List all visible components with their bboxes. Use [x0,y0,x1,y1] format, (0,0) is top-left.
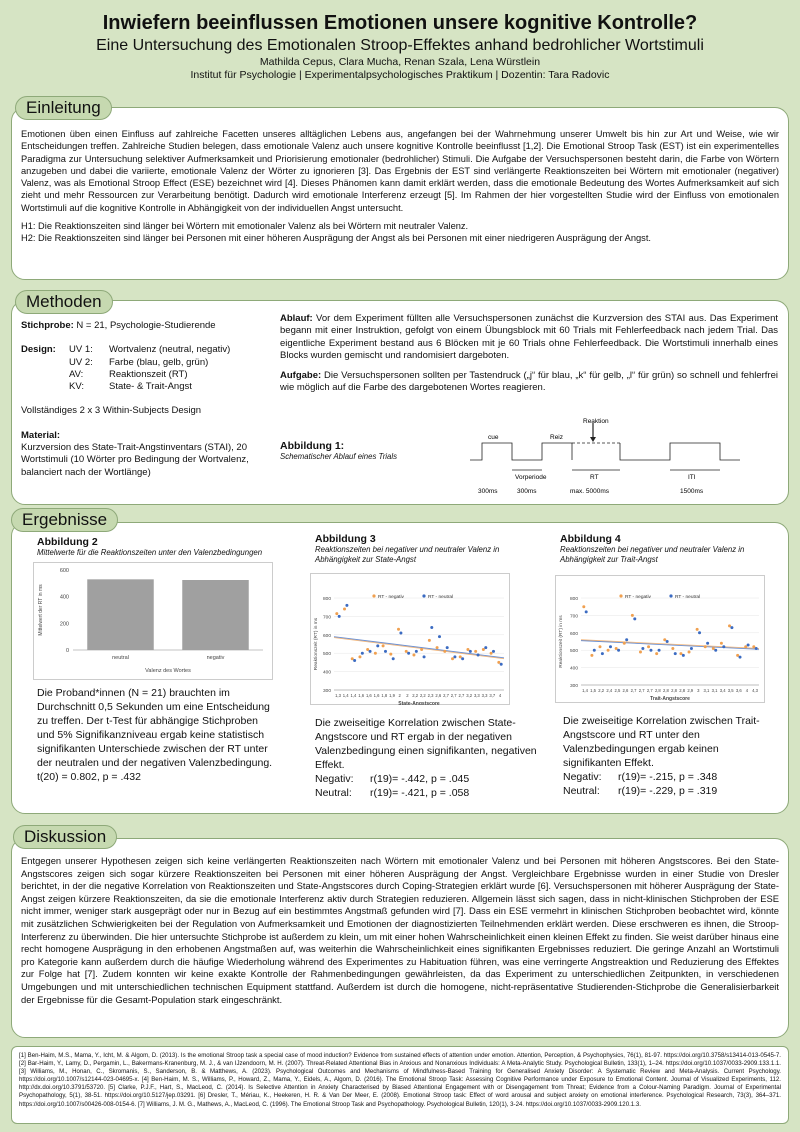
x-tick-label: 2 [406,693,409,698]
x-tick-label: 3,1 [711,688,718,693]
point-neutral [609,645,612,648]
x-axis-label: State-Angstscore [398,701,440,705]
reference-item: [1] Ben-Haim, M.S., Mama, Y., Icht, M. & Algom, D. (2013). Is the emotional Stroop task a special case of mood induction? Evidence from sustained effects of attention under emotion. Attention, Perception, & Psychophysics, 76(1), 81-97. https://doi.org/10.3758/s13414-013-0545-7. [19,1052,781,1059]
x-tick-label: 3,1 [703,688,710,693]
point-negativ [358,655,361,658]
x-tick-label: 2,2 [598,688,605,693]
fig4-text [563,714,778,798]
point-neutral [477,654,480,657]
y-tick-label: 600 [569,631,578,637]
point-neutral [430,626,433,629]
point-neutral [361,652,364,655]
point-negativ [598,645,601,648]
point-negativ [590,654,593,657]
point-neutral [739,656,742,659]
y-tick-label: 200 [59,621,69,628]
point-negativ [343,608,346,611]
x-tick-label: 3,6 [735,688,742,693]
point-neutral [730,626,733,629]
y-tick-label: 600 [322,633,331,639]
poster-subtitle: Eine Untersuchung des Emotionalen Stroop-Effektes anhand bedrohlicher Wortstimuli [96,37,704,54]
legend-marker [669,594,672,597]
design-key: AV: [69,368,84,380]
x-tick-label: 2,7 [638,688,645,693]
x-tick-label: 2,7 [630,688,637,693]
x-tick-label: 2 [398,693,401,698]
point-neutral [698,631,701,634]
authors [0,56,800,82]
x-tick-label: 1,6 [358,693,365,698]
x-tick-label: 2,2 [419,693,426,698]
design-summary: Vollständiges 2 x 3 Within-Subjects Design [21,405,202,417]
legend-label: RT - neutral [428,595,454,600]
bar-neutral [87,579,154,650]
x-tick-label: 2,7 [450,693,457,698]
reaction-arrowhead [590,437,596,442]
x-tick-label: 2,2 [412,693,419,698]
point-negativ [744,645,747,648]
author-names: Mathilda Cepus, Clara Mucha, Renan Szala, Lena Würstlein [259,56,541,68]
reference-item: [5] Clarke, P.J.F., Hart, S., MacLeod, C. (2014). Is Selective Attention in Anxiety Characterised by Biased Attentional Engagement with or Disengagement from Threat; Evidence from a Colour-Naming Paradigm. Journal of Experimental Psychopathology, 5(1), 38-51. https://doi.org/10.5127/jep.03291. [19,1084,781,1100]
point-neutral [438,635,441,638]
label-t4: 1500ms [680,488,704,495]
timeline-cue-pulse [470,443,572,460]
aufgabe-text: Die Versuchspersonen sollten per Tastendruck („j“ für blau, „k“ für gelb, „l“ für grün) so schnell und fehlerfrei wie möglich auf die Farbe des dargebotenen Wortes reagieren. [280,370,778,394]
x-tick-label: 2,4 [606,688,613,693]
y-tick-label: 400 [322,670,331,676]
x-tick-label: neutral [112,655,129,661]
reference-item: [6] Dresler, T., Mériau, K., Heekeren, H. R. & Van Der Meer, E. (2008). Emotional Stroop task: Effect of word arousal and subject anxiety on emotional interference. Psychological Research, 73(3), 364–371. https://doi.org/10.1007/s00426-008-0154-6. [19,1092,781,1108]
institute-line: Institut für Psychologie | Experimentalpsychologisches Praktikum | Dozentin: Tara Radovic [190,69,610,81]
material-label: Material: [21,429,61,441]
point-negativ [720,642,723,645]
fig4-title: Abbildung 4 [560,533,621,545]
methoden-right [280,313,778,395]
point-negativ [382,644,385,647]
point-neutral [722,645,725,648]
point-neutral [593,649,596,652]
point-neutral [500,663,503,666]
x-tick-label: 3,3 [473,693,480,698]
design-value: State- & Trait-Angst [109,381,192,393]
methoden-left [21,320,271,479]
point-neutral [407,652,410,655]
point-negativ [752,645,755,648]
reference-item: [4] Ben-Haim, M. S., Williams, P., Howard, Z., Mama, Y., Eidels, A., Algom, D. (2016). The Emotional Stroop Task: Assessing Cognitive Performance under Exposure to Emotional Content. Journal of Visualized Experiments, 112. http://dx.doi.org/10.3791/53720. [19,1076,781,1092]
x-tick-label: 4 [745,688,749,693]
x-tick-label: 1,6 [365,693,372,698]
point-negativ [420,648,423,651]
point-negativ [704,645,707,648]
einleitung-text [21,128,779,245]
trial-timeline-diagram [470,415,770,500]
x-tick-label: 2,3 [427,693,434,698]
point-neutral [706,642,709,645]
references [19,1052,781,1109]
point-negativ [736,654,739,657]
y-tick-label: 300 [569,684,578,689]
bar-negativ [182,580,249,650]
hypothesis-1: H1: Die Reaktionszeiten sind länger bei Wörtern mit emotionaler Valenz als bei Wörtern mit neutraler Valenz. [21,221,469,232]
x-tick-label: 1,4 [582,688,588,693]
design-value: Reaktionszeit (RT) [109,368,188,380]
point-neutral [345,604,348,607]
design-label: Design: [21,344,56,356]
fig3-caption: Reaktionszeiten bei negativer und neutraler Valenz in Abhängigkeit zur State-Angst [315,545,500,564]
fig3-stat2-label: Neutral: [315,787,352,799]
x-tick-label: 3,3 [481,693,488,698]
scatter-trait-angst [555,575,765,703]
point-neutral [399,631,402,634]
fig3-description: Die zweiseitige Korrelation zwischen State-Angstscore und RT ergab in der negativen Valenzbedingung einen signifikanten, negativen Effekt. [315,717,537,771]
point-negativ [351,657,354,660]
x-tick-label: 2,7 [458,693,465,698]
point-neutral [601,652,604,655]
point-neutral [376,644,379,647]
x-tick-label: 2,8 [679,688,686,693]
reference-item: [7] Williams, J. M. G., Mathews, A., MacLeod, C. (1996). The Emotional Stroop Task and Psychopathology. Psychological Bulletin, 120(1), 3-24. https://doi.org/10.1037/0033-2909.120.1.3. [137,1100,641,1108]
x-axis-label: Trait-Angstscore [650,696,690,702]
point-neutral [649,649,652,652]
point-negativ [451,657,454,660]
x-tick-label: 1,6 [373,693,380,698]
fig4-stat1-label: Negativ: [563,771,602,783]
point-neutral [617,649,620,652]
point-negativ [623,642,626,645]
point-neutral [461,657,464,660]
point-neutral [492,650,495,653]
point-neutral [484,646,487,649]
fig2-text: Die Proband*innen (N = 21) brauchten im Durchschnitt 0,5 Sekunden um eine Entscheidung zu treffen. Der t-Test für abhängige Stichproben und 5% Signifikanzniveau ergab keine statistisch signifikanten Unterschiede zwischen der RT unter der neutralen und der negativen Valenzbedingung. t(20) = 0.802, p = .432 [37,687,273,783]
point-neutral [415,650,418,653]
point-negativ [428,639,431,642]
x-tick-label: 4,3 [752,688,758,693]
point-neutral [747,643,750,646]
point-negativ [671,647,674,650]
point-negativ [405,650,408,653]
point-negativ [631,614,634,617]
point-negativ [679,652,682,655]
fig4-header [560,533,780,565]
y-tick-label: 500 [569,649,578,655]
point-negativ [474,650,477,653]
label-t2: 300ms [517,488,537,495]
design-key: KV: [69,381,84,393]
ablauf-label: Ablauf: [280,313,313,324]
label-iti: ITI [688,474,696,481]
label-t3: max. 5000ms [570,488,610,495]
fig4-stat2: r(19)= -.229, p = .319 [618,785,718,797]
methoden-heading: Methoden [15,290,113,314]
label-reaktion: Reaktion [583,418,609,425]
point-negativ [397,628,400,631]
legend-marker [372,594,375,597]
label-t1: 300ms [478,488,498,495]
hypothesis-2: H2: Die Reaktionszeiten sind länger bei Personen mit einer höheren Ausprägung der Angst als bei Personen mit einer niedrigeren Ausprägung der Angst. [21,233,651,244]
y-tick-label: 400 [59,594,69,601]
x-tick-label: 1,5 [590,688,597,693]
x-tick-label: 3,2 [466,693,473,698]
einleitung-heading: Einleitung [15,96,112,120]
point-negativ [443,650,446,653]
point-neutral [690,647,693,650]
einleitung-paragraph: Emotionen üben einen Einfluss auf zahlreiche Facetten unseres alltäglichen Lebens aus, angefangen bei der Wahrnehmung unserer Umwelt bis hin zur Art und Weise, wie wir Entscheidungen treffen. Zahlreiche Studien belegen, dass emotionale Valenz auch unsere kognitive Kontrolle beeinflusst [1,2]. Die Emotional Stroop Task (EST) ist ein experimentelles Paradigma zur Untersuchung selektiver Aufmerksamkeit und Priorisierung emotionaler (bedrohlicher) Stimuli. Die Aufgabe der Versuchspersonen besteht darin, die Farbe von Wörtern anzugeben und dabei die variierte, emotionale Valenz der Wörter zu ignorieren [3]. Das Ergebnis der EST sind verlängerte Reaktionszeiten bei Wörtern mit emotionaler (negativer) Valenz, was als Emotional Stroop Effect (ESE) bezeichnet wird [4]. Dieses Phänomen kann damit erklärt werden, dass die emotionale Bedeutung des Wortes Aufmerksamkeit auf sich zieht und mehr Ressourcen zur Verarbeitung benötigt. Dadurch wird emotionale Interferenz erzeugt [5]. Im Rahmen der hier vorgestellten Studie wird der Einfluss von emotionalen Wortstimuli auf die kognitive Kontrolle in Abhängigkeit von der individuellen Angst untersucht. [21,129,779,213]
y-tick-label: 300 [322,689,331,694]
x-tick-label: 4 [498,693,502,698]
x-tick-label: 2,8 [671,688,677,693]
legend-marker [422,594,425,597]
ablauf-text: Vor dem Experiment füllten alle Versuchspersonen zunächst die Kurzversion des STAI aus. Das Experiment begann mit einer Instruktion, gefolgt von einem Übungsblock mit 60 Trials mit Fehlerfeedback nach jedem Trial. Das eigentliche Experiment bestand aus 6 Blöcken mit je 60 Trials ohne Fehlerfeedback. Die Wortstimuli innerhalb eines Blocks wurden gemischt und randomisiert dargeboten. [280,313,779,361]
point-negativ [688,650,691,653]
point-neutral [338,615,341,618]
label-vorperiode: Vorperiode [515,474,547,481]
y-tick-label: 800 [322,597,331,602]
point-negativ [655,652,658,655]
point-neutral [658,649,661,652]
scatter-state-angst [310,573,510,705]
point-negativ [497,661,500,664]
x-tick-label: negativ [206,655,225,661]
x-tick-label: 1,8 [381,693,388,698]
point-neutral [469,650,472,653]
point-negativ [412,654,415,657]
fig3-title: Abbildung 3 [315,533,376,545]
point-neutral [392,657,395,660]
point-neutral [674,652,677,655]
fig2-caption: Mittelwerte für die Reaktionszeiten unter den Valenzbedingungen [37,548,263,557]
design-key: UV 1: [69,344,93,356]
point-negativ [366,648,369,651]
point-neutral [353,659,356,662]
point-neutral [453,655,456,658]
point-negativ [647,645,650,648]
fig3-stat1: r(19)= -.442, p = .045 [370,773,470,785]
poster-title: Inwiefern beeinflussen Emotionen unsere kognitive Kontrolle? [102,12,698,34]
x-tick-label: 2,6 [435,693,442,698]
point-neutral [446,646,449,649]
label-reiz: Reiz [550,434,564,441]
point-neutral [585,610,588,613]
x-tick-label: 2,5 [614,688,621,693]
x-tick-label: 3,4 [719,688,726,693]
point-negativ [728,624,731,627]
bar-chart-rt-valenz [33,562,273,680]
legend-label: RT - negativ [378,595,404,600]
x-axis-label: Valenz des Wortes [145,668,191,674]
diskussion-heading: Diskussion [13,825,117,849]
point-negativ [696,628,699,631]
point-neutral [755,647,758,650]
point-negativ [436,646,439,649]
design-value: Wortvalenz (neutral, negativ) [109,344,231,356]
timeline-iti-pulse [620,443,740,460]
reference-item: [3] Williams, M., Honan, C., Skromanis, S., Sanderson, B. & Matthews, A. (2023). Psychological Outcomes and Mechanisms of Mindfulness-Based Training for Generalised Anxiety Disorder: A Systematic Review and Meta-Analysis. Current Psychology. https://doi.org/10.1007/s12144-023-04695-x. [19,1068,781,1084]
y-tick-label: 600 [59,568,69,574]
fig2-header [37,536,297,558]
fig3-text [315,716,545,800]
point-neutral [633,617,636,620]
label-rt: RT [590,474,599,481]
y-tick-label: 700 [322,615,331,621]
x-tick-label: 3,5 [727,688,734,693]
y-tick-label: 800 [569,597,578,602]
aufgabe-label: Aufgabe: [280,370,322,382]
point-neutral [423,655,426,658]
point-negativ [374,652,377,655]
design-value: Farbe (blau, gelb, grün) [109,356,209,368]
x-tick-label: 3,7 [489,693,496,698]
x-tick-label: 2,6 [622,688,629,693]
label-cue: cue [488,434,499,441]
point-negativ [582,605,585,608]
design-key: UV 2: [69,356,93,368]
y-axis-label: Reaktionszeit (RT) in ms [559,615,564,668]
material-text: Kurzversion des State-Trait-Angstinventars (STAI), 20 Wortstimuli (10 Wörter pro Bedingung der Wortvalenz, balanciert nach der Wortlänge) [21,442,249,478]
fig3-stat2: r(19)= -.421, p = .058 [370,787,470,799]
ergebnisse-heading: Ergebnisse [11,508,118,532]
point-neutral [714,649,717,652]
legend-label: RT - negativ [625,595,651,600]
fig1-caption-block [280,440,450,462]
legend-label: RT - neutral [675,595,701,600]
point-neutral [369,650,372,653]
point-neutral [384,650,387,653]
point-neutral [625,638,628,641]
point-negativ [482,648,485,651]
x-tick-label: 2,9 [687,688,694,693]
fig2-title: Abbildung 2 [37,536,98,548]
trend-line-negativ [581,640,759,649]
trend-line-neutral [581,641,759,650]
point-negativ [335,612,338,615]
point-neutral [641,647,644,650]
point-negativ [459,655,462,658]
fig4-description: Die zweiseitige Korrelation zwischen Trait-Angstscore und RT unter den Valenzbedingungen ergab keinen signifikanten Effekt. [563,715,760,769]
point-negativ [490,652,493,655]
y-axis-label: Reaktionszeit (RT) in ms [314,617,319,671]
fig1-title: Abbildung 1: [280,440,345,452]
stichprobe-text: N = 21, Psychologie-Studierende [76,320,216,331]
x-tick-label: 2,8 [663,688,669,693]
point-negativ [466,648,469,651]
x-tick-label: 3 [697,688,700,693]
reference-item: [2] Bar-Haim, Y., Lamy, D., Pergamin, L., Bakermans-Kranenburg, M. J., & van IJzendoorn, M. H. (2007). Threat-Related Attentional Bias in Anxious and Nonanxious Individuals: A Meta-Analytic Study. Psychological Bulletin, 133(1), 1–24. https://doi.org/10.1037/0033-2909.133.1.1. [19,1060,781,1068]
fig4-caption: Reaktionszeiten bei negativer und neutraler Valenz in Abhängigkeit zur Trait-Angst [560,545,745,564]
x-tick-label: 1,9 [389,693,395,698]
point-negativ [712,647,715,650]
point-neutral [682,654,685,657]
fig4-stat1: r(19)= -.215, p = .348 [618,771,718,783]
x-tick-label: 2,8 [654,688,661,693]
y-tick-label: 700 [569,614,578,620]
fig3-header [315,533,545,565]
point-negativ [389,653,392,656]
point-negativ [615,647,618,650]
point-negativ [607,649,610,652]
stichprobe-label: Stichprobe: [21,320,74,331]
point-negativ [663,638,666,641]
fig4-stat2-label: Neutral: [563,785,600,797]
x-tick-label: 1,3 [335,693,341,698]
y-tick-label: 400 [569,666,578,672]
y-tick-label: 0 [65,648,69,654]
point-negativ [639,650,642,653]
y-axis-label: Mittelwert der RT in ms [38,584,44,636]
x-tick-label: 2,7 [646,688,653,693]
diskussion-text: Entgegen unserer Hypothesen zeigen sich keine verlängerten Reaktionszeiten nach Wörtern mit emotionaler Valenz und bei Personen mit höheren Angstscores. Bei den State-Angstscores zeigen sich sogar kürzere Reaktionszeiten bei Personen mit einer höheren Ausprägung der Angst. Vergleichbare Ergebnisse wurden in einer Studie von Dresler berichtet, in der die negative Korrelation von Reaktionszeiten und State-Angstscores durch Coping-Strategien erklärt wurde [6]. Versuchspersonen mit höherer Ausprägung der State-Angst zeigen kürzere Reaktionszeiten, da sie die emotionale Interferenz aktiv durch Strategien reduzieren. Allgemein lässt sich sagen, dass in nicht-klinischen Stichproben der ESE nicht immer, weniger stark ausgeprägt oder nur in Bezug auf ein bestimmtes Angstmaß gefunden wird [7]. Dass ein ESE vermehrt in klinischen Stichproben beobachtet wird, könnte mit zusätzlichen Schwierigkeiten bei der Regulation von Aufmerksamkeit und Emotionen der diagnostizierten Teilnehmenden erklärt werden. Diese erschweren es ihnen, die Stroop-Interferenz zu überwinden. Die hier untersuchte Stichprobe ist außerdem zu klein, um mit einer hohen Wahrscheinlichkeit einen kleinen Effekt zu finden. Sie weist darüber hinaus eine recht homogene Ausprägung in den erhobenen Angstmaßen auf, was weiterhin die Wahrscheinlichkeit eines signifikanten Ergebnisses reduziert. Die geringe Anzahl an Wortstimuli pro Kategorie kann außerdem durch die häufige Wiederholung während des Experimentes zu Habituation führen, was eine verringerte Angstreaktion und Reduzierung des Effektes zur Folge hat [7]. Zudem konnten wir keine exakte Kontrolle der Rahmenbedingungen gewährleisten, da das Experiment zu unterschiedlichen Zeitpunkten, in verschiedenen Umgebungen und mit unterschiedlichen technischen Equipment stattfand. Außerdem ist durch die homogene, nicht-repräsentative Studierenden-Stichprobe die Generalisierbarkeit der Ergebnisse für die Gesamt-Population stark eingeschränkt. [21,855,779,1005]
fig3-stat1-label: Negativ: [315,773,354,785]
legend-marker [619,594,622,597]
x-tick-label: 2,7 [443,693,449,698]
y-tick-label: 500 [322,652,331,658]
fig1-caption: Schematischer Ablauf eines Trials [280,452,398,461]
x-tick-label: 1,4 [342,693,349,698]
point-neutral [666,640,669,643]
x-tick-label: 1,4 [350,693,357,698]
